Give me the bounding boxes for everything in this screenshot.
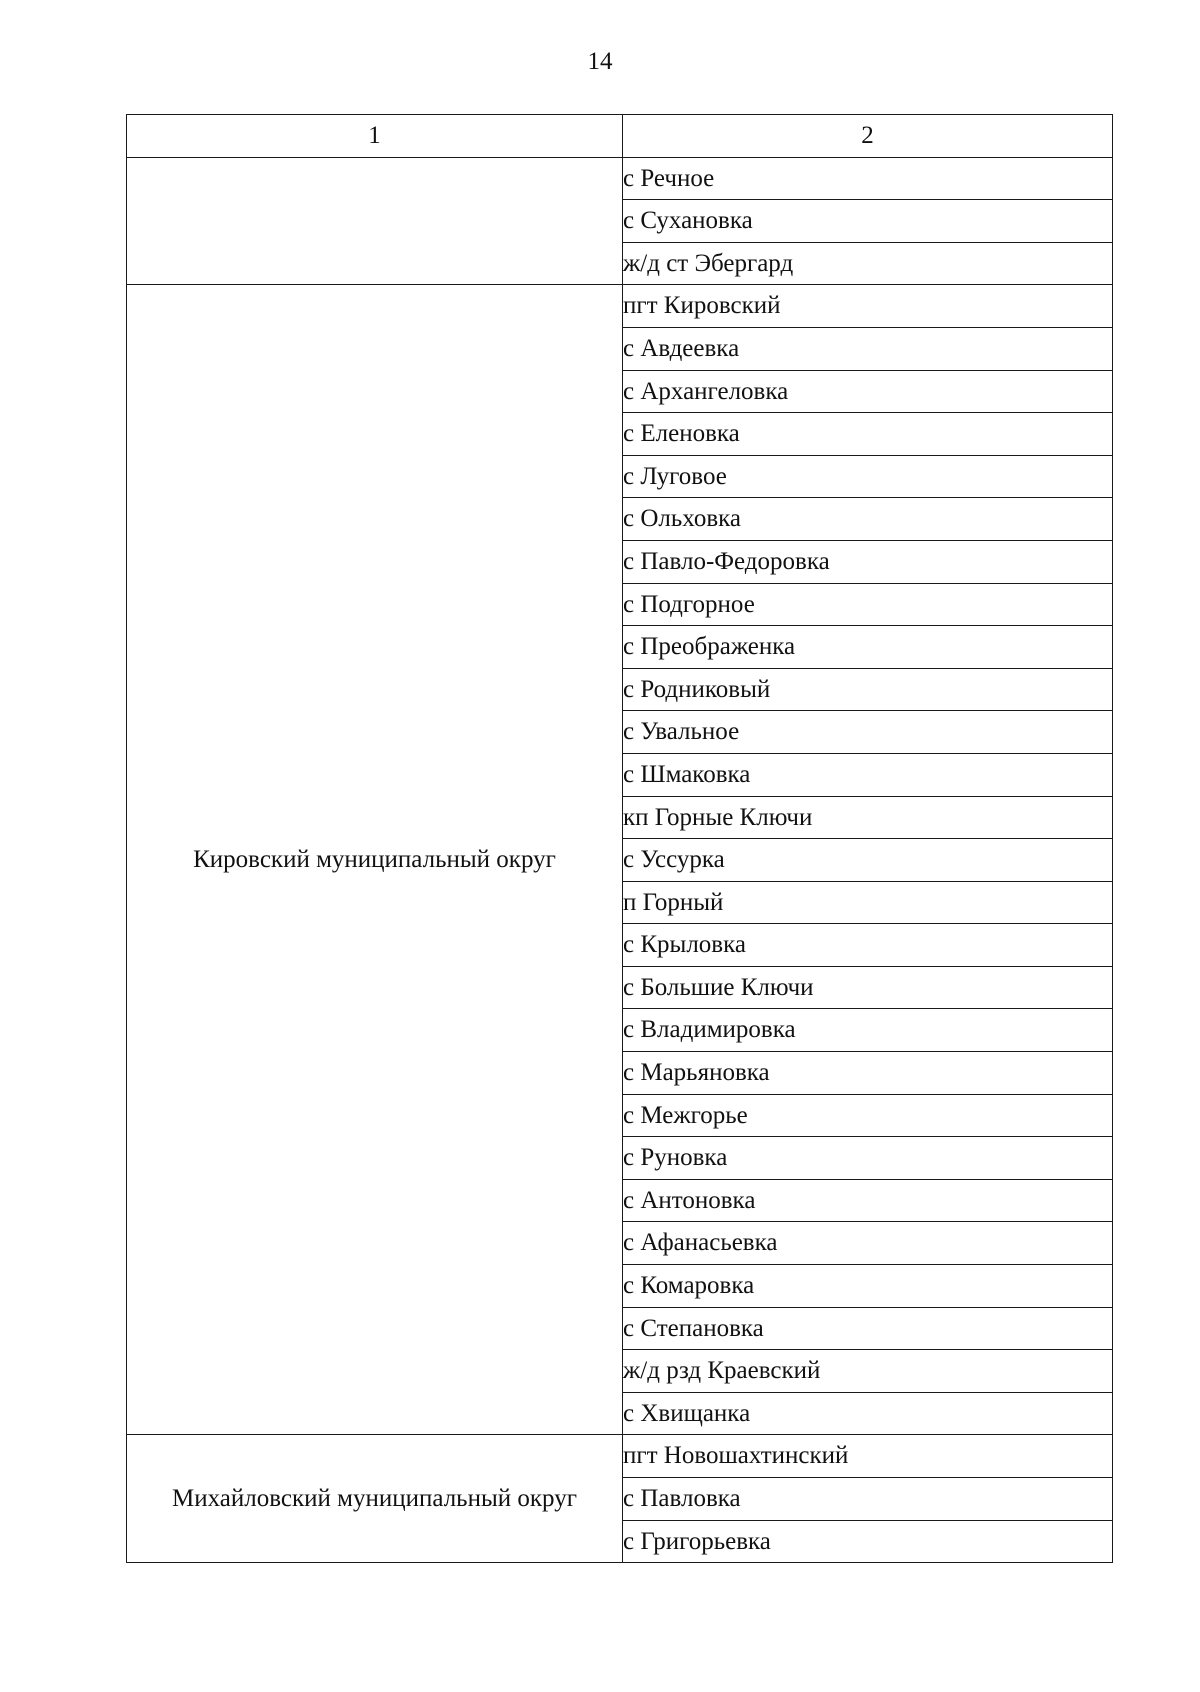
locality-cell: п Горный: [623, 881, 1113, 924]
column-header-1: 1: [127, 115, 623, 158]
locality-cell: с Родниковый: [623, 668, 1113, 711]
locality-cell: с Большие Ключи: [623, 966, 1113, 1009]
locality-cell: с Сухановка: [623, 200, 1113, 243]
settlements-table: [126, 114, 1113, 1563]
locality-cell: с Архангеловка: [623, 370, 1113, 413]
locality-cell: с Марьяновка: [623, 1052, 1113, 1095]
table-row: [127, 1435, 1113, 1478]
table-row: [127, 285, 1113, 328]
locality-cell: с Антоновка: [623, 1179, 1113, 1222]
locality-cell: с Луговое: [623, 455, 1113, 498]
locality-cell: с Речное: [623, 157, 1113, 200]
locality-cell: с Шмаковка: [623, 753, 1113, 796]
district-cell: [127, 157, 623, 285]
table-row: [127, 157, 1113, 200]
locality-cell: пгт Новошахтинский: [623, 1435, 1113, 1478]
locality-cell: с Увальное: [623, 711, 1113, 754]
locality-cell: с Ольховка: [623, 498, 1113, 541]
table-body: [127, 157, 1113, 1563]
locality-cell: с Степановка: [623, 1307, 1113, 1350]
locality-cell: с Еленовка: [623, 413, 1113, 456]
locality-cell: пгт Кировский: [623, 285, 1113, 328]
district-cell: Михайловский муниципальный округ: [127, 1435, 623, 1563]
locality-cell: с Афанасьевка: [623, 1222, 1113, 1265]
district-cell: Кировский муниципальный округ: [127, 285, 623, 1435]
page-number: 14: [587, 48, 613, 75]
locality-cell: с Комаровка: [623, 1265, 1113, 1308]
locality-cell: с Преображенка: [623, 626, 1113, 669]
locality-cell: с Подгорное: [623, 583, 1113, 626]
locality-cell: с Авдеевка: [623, 327, 1113, 370]
locality-cell: с Владимировка: [623, 1009, 1113, 1052]
locality-cell: с Уссурка: [623, 839, 1113, 882]
locality-cell: с Григорьевка: [623, 1520, 1113, 1563]
locality-cell: с Руновка: [623, 1137, 1113, 1180]
column-header-2: 2: [623, 115, 1113, 158]
locality-cell: с Хвищанка: [623, 1392, 1113, 1435]
header-row: [127, 115, 1113, 158]
locality-cell: с Павло-Федоровка: [623, 540, 1113, 583]
locality-cell: с Крыловка: [623, 924, 1113, 967]
locality-cell: с Межгорье: [623, 1094, 1113, 1137]
locality-cell: ж/д ст Эбергард: [623, 242, 1113, 285]
locality-cell: ж/д рзд Краевский: [623, 1350, 1113, 1393]
locality-cell: кп Горные Ключи: [623, 796, 1113, 839]
locality-cell: с Павловка: [623, 1478, 1113, 1521]
